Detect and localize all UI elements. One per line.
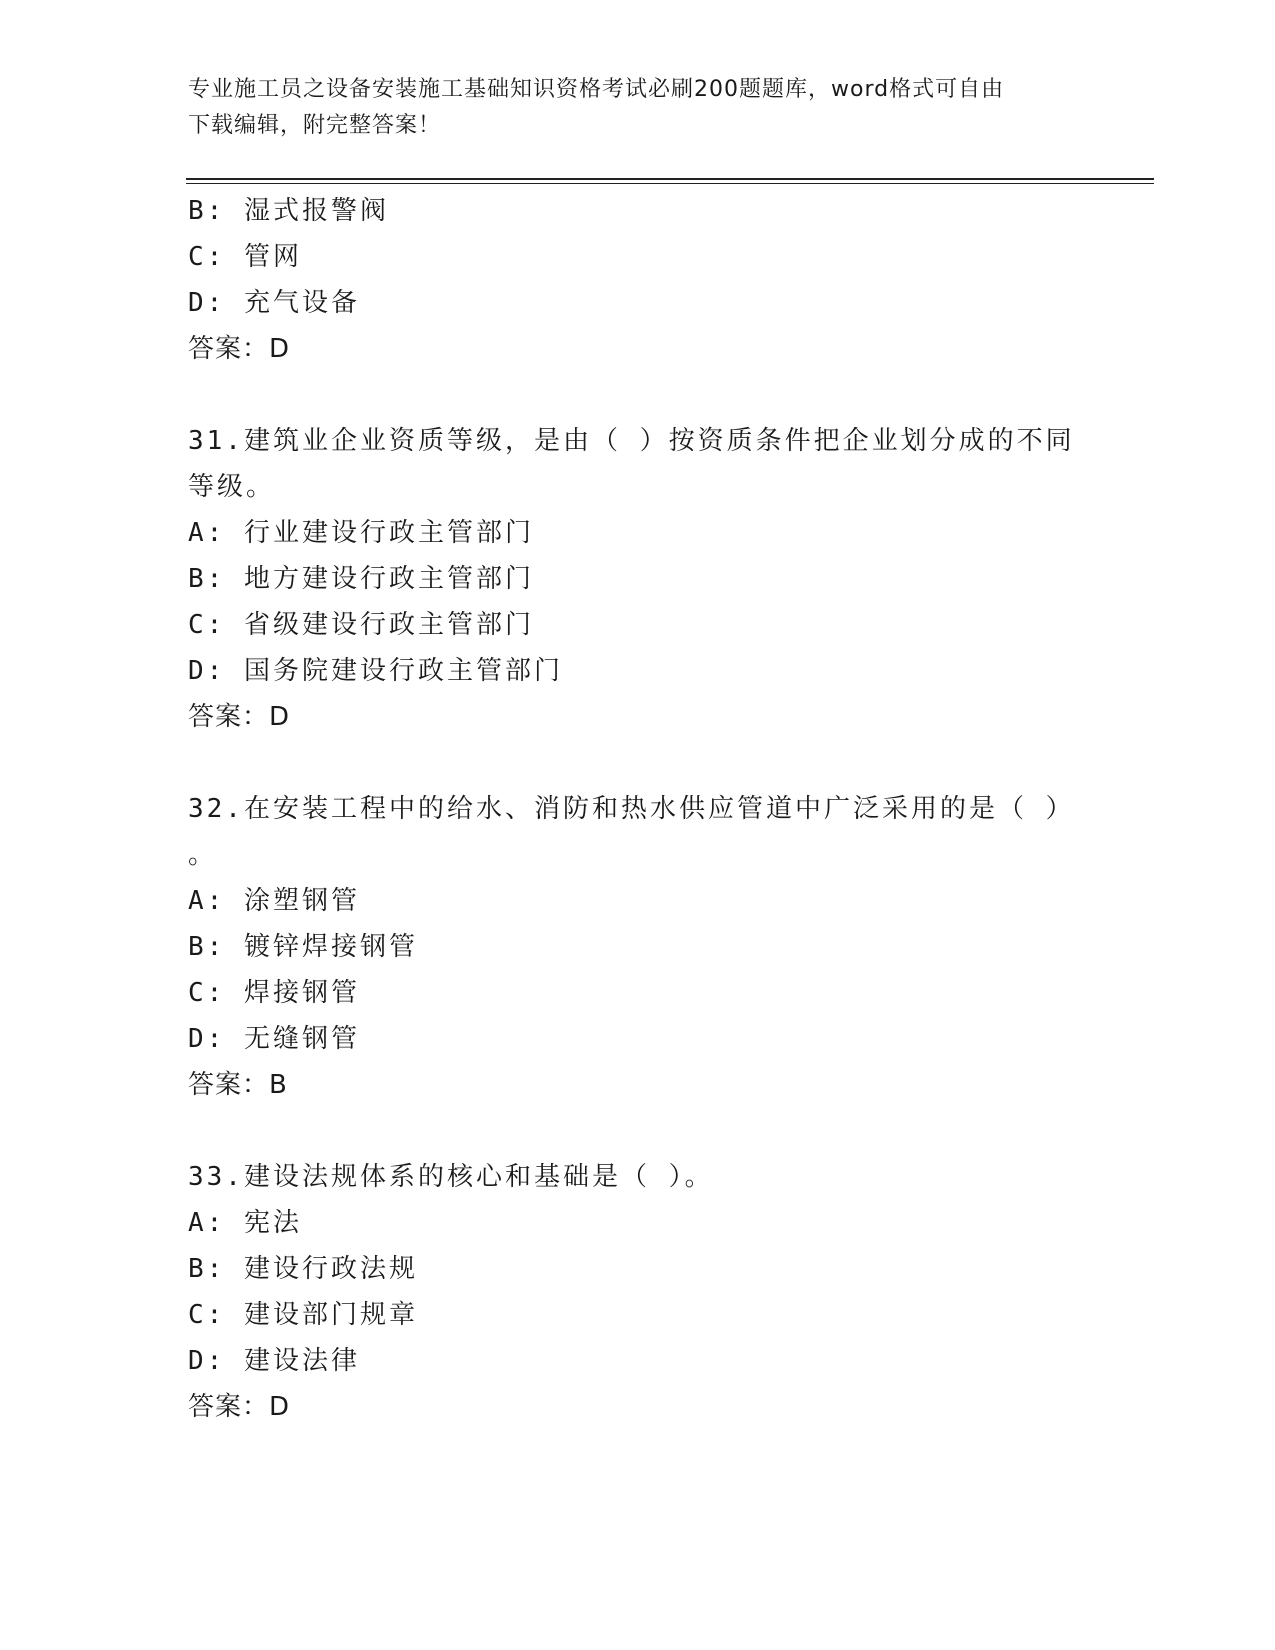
question-stem-cont: 。 (188, 840, 218, 870)
option-d: D: 建设法律 (188, 1346, 360, 1376)
question-stem: 31.建筑业企业资质等级，是由（ ）按资质条件把企业划分成的不同 (188, 426, 1075, 456)
header-rule-thin (186, 183, 1154, 184)
answer: 答案：B (188, 1070, 288, 1100)
answer: 答案：D (188, 702, 291, 732)
question-stem-cont: 等级。 (188, 472, 276, 502)
question-stem: 33.建设法规体系的核心和基础是（ ）。 (188, 1162, 714, 1192)
header-line-1: 专业施工员之设备安装施工基础知识资格考试必刷200题题库，word格式可自由 (188, 77, 1005, 102)
header-line-2: 下载编辑，附完整答案！ (188, 113, 442, 138)
option-b: B: 地方建设行政主管部门 (188, 564, 534, 594)
option-b: B: 镀锌焊接钢管 (188, 932, 418, 962)
option-a: A: 行业建设行政主管部门 (188, 518, 534, 548)
option-b: B: 湿式报警阀 (188, 196, 389, 226)
option-d: D: 无缝钢管 (188, 1024, 360, 1054)
answer: 答案：D (188, 1392, 291, 1422)
option-a: A: 宪法 (188, 1208, 302, 1238)
document-header (188, 72, 1068, 144)
question-33 (188, 1154, 1068, 1430)
header-rule-thick (186, 178, 1154, 180)
option-c: C: 省级建设行政主管部门 (188, 610, 534, 640)
option-c: C: 建设部门规章 (188, 1300, 418, 1330)
question-31 (188, 418, 1075, 740)
option-d: D: 国务院建设行政主管部门 (188, 656, 563, 686)
question-stem: 32.在安装工程中的给水、消防和热水供应管道中广泛采用的是（ ） (188, 794, 1075, 824)
option-c: C: 焊接钢管 (188, 978, 360, 1008)
answer: 答案：D (188, 334, 291, 364)
option-d: D: 充气设备 (188, 288, 360, 318)
option-b: B: 建设行政法规 (188, 1254, 418, 1284)
option-a: A: 涂塑钢管 (188, 886, 360, 916)
question-30-continuation (188, 188, 1068, 372)
option-c: C: 管网 (188, 242, 302, 272)
question-list (188, 188, 1075, 1430)
question-32 (188, 786, 1075, 1108)
